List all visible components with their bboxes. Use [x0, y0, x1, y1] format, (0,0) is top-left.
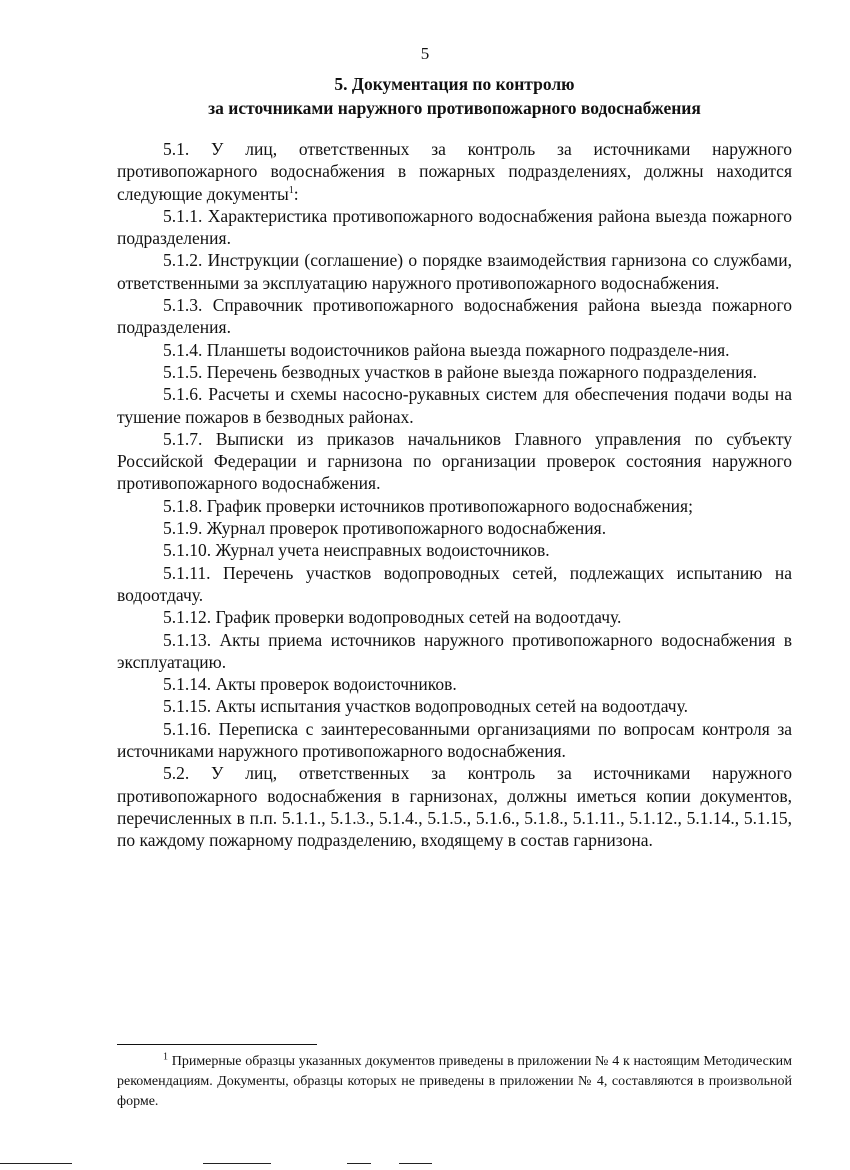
- paragraph-5-1-13: 5.1.13. Акты приема источников наружного противопожарного водоснабжения в эксплуатацию.: [117, 629, 792, 672]
- paragraph-5-1-16: 5.1.16. Переписка с заинтересованными организациями по вопросам контроля за источниками наружного противопожарного водоснабжения.: [117, 718, 792, 762]
- footnote: [117, 1052, 792, 1112]
- paragraph-5-1-suffix: :: [293, 183, 299, 204]
- section-title: [117, 72, 792, 120]
- paragraph-5-1-2: 5.1.2. Инструкции (соглашение) о порядке взаимодействия гарнизона со службами, ответственными за эксплуатацию наружного противопожарного водоснабжения.: [117, 250, 792, 293]
- paragraph-5-1-11: 5.1.11. Перечень участков водопроводных сетей, подлежащих испытанию на водоотдачу.: [117, 562, 792, 605]
- paragraph-5-1-1: 5.1.1. Характеристика противопожарного водоснабжения района выезда пожарного подразделения.: [117, 205, 792, 249]
- paragraph-5-1-15: 5.1.15. Акты испытания участков водопроводных сетей на водоотдачу.: [163, 696, 688, 717]
- body-text: [117, 138, 792, 852]
- paragraph-5-1-4: 5.1.4. Планшеты водоисточников района выезда пожарного подразделе-ния.: [163, 339, 730, 360]
- footnote-text: Примерные образцы указанных документов приведены в приложении № 4 к настоящим Методическим рекомендациям. Документы, образцы которых не приведены в приложении № 4, составляются в произвольной форме.: [117, 1054, 793, 1109]
- page-number: 5: [420, 44, 430, 63]
- paragraph-5-1-12: 5.1.12. График проверки водопроводных сетей на водоотдачу.: [163, 607, 622, 628]
- footnote-reference: 1: [288, 184, 294, 196]
- scan-artifact-line: [399, 1163, 432, 1164]
- paragraph-5-1-5: 5.1.5. Перечень безводных участков в районе выезда пожарного подразделения.: [163, 361, 758, 382]
- section-title-line-2: за источниками наружного противопожарного водоснабжения: [208, 98, 701, 118]
- paragraph-5-1-9: 5.1.9. Журнал проверок противопожарного водоснабжения.: [163, 518, 607, 539]
- paragraph-5-1-3: 5.1.3. Справочник противопожарного водоснабжения района выезда пожарного подразделения.: [117, 295, 792, 338]
- footnote-separator: [117, 1044, 317, 1045]
- paragraph-5-1-10: 5.1.10. Журнал учета неисправных водоисточников.: [163, 540, 550, 561]
- paragraph-5-1-8: 5.1.8. График проверки источников противопожарного водоснабжения;: [163, 495, 693, 516]
- section-title-line-1: 5. Документация по контролю: [334, 74, 575, 94]
- scan-artifact-line: [347, 1163, 371, 1164]
- paragraph-5-1-14: 5.1.14. Акты проверок водоисточников.: [163, 674, 457, 695]
- scan-artifact-line: [0, 1163, 72, 1164]
- paragraph-5-2: 5.2. У лиц, ответственных за контроль за источниками наружного противопожарного водоснабжения в гарнизонах, должны иметься копии документов, перечисленных в п.п. 5.1.1., 5.1.3., 5.1.4., 5.1.5., 5.1.6., 5.1.8., 5.1.11., 5.1.12., 5.1.14., 5.1.15, по каждому пожарному подразделению, входящему в состав гарнизона.: [117, 763, 792, 851]
- paragraph-5-1: [117, 138, 792, 205]
- paragraph-5-1-text: 5.1. У лиц, ответственных за контроль за источниками наружного противопожарного водоснабжения в пожарных подразделениях, должны находится следующие документы: [117, 139, 792, 204]
- footnote-marker: 1: [163, 1051, 168, 1063]
- paragraph-5-1-6: 5.1.6. Расчеты и схемы насосно-рукавных систем для обеспечения подачи воды на тушение пожаров в безводных районах.: [117, 384, 792, 427]
- scan-artifact-line: [203, 1163, 271, 1164]
- paragraph-5-1-7: 5.1.7. Выписки из приказов начальников Главного управления по субъекту Российской Федерации и гарнизона по организации проверок состояния наружного противопожарного водоснабжения.: [117, 428, 792, 494]
